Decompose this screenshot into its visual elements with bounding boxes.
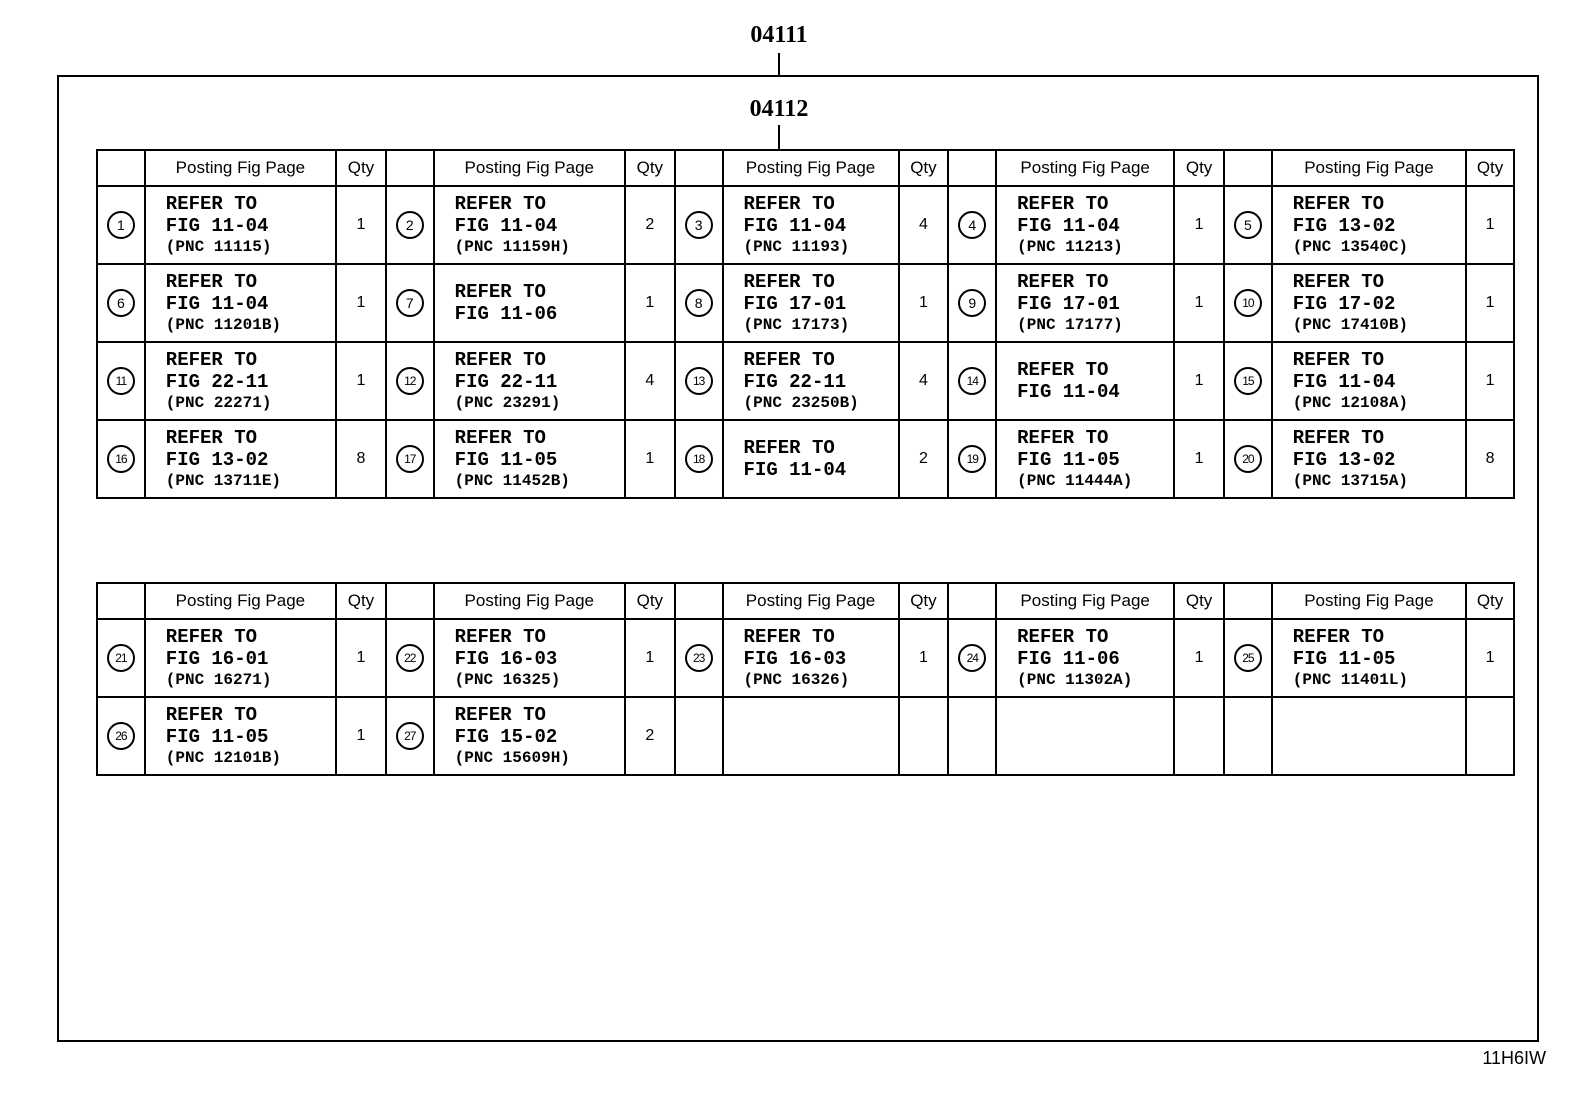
callout-number-cell [97, 697, 145, 775]
posting-fig-page-cell [434, 619, 625, 697]
pnc-reference: (PNC 16326) [743, 670, 850, 689]
fig-reference: FIG 15-02 [454, 725, 558, 748]
refer-to-text: REFER TO [454, 625, 546, 648]
qty-cell: 1 [1466, 264, 1514, 342]
header-posting-fig-page: Posting Fig Page [434, 150, 625, 186]
header-blank-cell [1224, 583, 1272, 619]
qty-cell: 4 [899, 342, 949, 420]
refer-to-text: REFER TO [454, 426, 546, 449]
header-row [97, 583, 1514, 619]
callout-number-cell [1224, 697, 1272, 775]
refer-to-text: REFER TO [1017, 359, 1109, 381]
fig-reference: FIG 13-02 [1292, 448, 1396, 471]
fig-reference: FIG 11-04 [1017, 381, 1120, 403]
qty-cell: 1 [625, 264, 675, 342]
fig-reference: FIG 17-01 [743, 292, 847, 315]
refer-to-text: REFER TO [1017, 625, 1109, 648]
pnc-reference: (PNC 23250B) [743, 393, 859, 412]
callout-number-cell [386, 697, 434, 775]
qty-cell: 1 [625, 619, 675, 697]
callout-number-cell [386, 420, 434, 498]
callout-number: 13 [685, 367, 713, 395]
callout-number-cell [97, 342, 145, 420]
pnc-reference: (PNC 17177) [1017, 315, 1123, 334]
qty-cell: 1 [899, 264, 949, 342]
pnc-reference: (PNC 13715A) [1292, 471, 1409, 490]
qty-cell: 2 [899, 420, 949, 498]
inner-leader-line [778, 125, 780, 149]
fig-reference: FIG 17-02 [1292, 292, 1396, 315]
qty-cell: 1 [336, 186, 386, 264]
callout-number: 15 [1234, 367, 1262, 395]
callout-number: 26 [107, 722, 135, 750]
refer-to-text: REFER TO [165, 426, 258, 449]
fig-reference: FIG 22-11 [743, 370, 847, 393]
refer-to-text: REFER TO [454, 192, 546, 215]
callout-number-cell [675, 619, 723, 697]
posting-fig-page-cell [434, 697, 625, 775]
header-posting-fig-page: Posting Fig Page [434, 583, 625, 619]
posting-fig-page-cell [145, 619, 336, 697]
header-row [97, 150, 1514, 186]
pnc-reference: (PNC 11302A) [1017, 670, 1133, 689]
callout-number-cell [386, 619, 434, 697]
posting-fig-page-cell [1272, 420, 1466, 498]
qty-cell: 1 [1174, 619, 1224, 697]
posting-fig-page-cell [996, 619, 1174, 697]
posting-fig-page-cell [1272, 619, 1466, 697]
header-posting-fig-page: Posting Fig Page [145, 583, 336, 619]
parts-reference-table-1 [96, 149, 1515, 499]
callout-number-cell [675, 264, 723, 342]
table-row [97, 264, 1514, 342]
callout-number: 4 [958, 211, 986, 239]
fig-reference: FIG 11-04 [165, 292, 269, 315]
qty-cell: 1 [625, 420, 675, 498]
pnc-reference: (PNC 11193) [743, 237, 850, 256]
qty-cell: 2 [625, 697, 675, 775]
posting-fig-page-cell [434, 342, 625, 420]
posting-fig-page-cell [996, 697, 1174, 775]
fig-reference: FIG 13-02 [165, 448, 269, 471]
callout-number: 11 [107, 367, 135, 395]
pnc-reference: (PNC 23291) [454, 393, 561, 412]
callout-number-cell [948, 420, 996, 498]
callout-number: 22 [396, 644, 424, 672]
refer-to-text: REFER TO [454, 348, 546, 371]
pnc-reference: (PNC 11401L) [1292, 670, 1409, 689]
callout-number: 12 [396, 367, 424, 395]
header-posting-fig-page: Posting Fig Page [145, 150, 336, 186]
callout-number: 8 [685, 289, 713, 317]
posting-fig-page-cell [1272, 697, 1466, 775]
refer-to-text: REFER TO [1292, 426, 1385, 449]
posting-fig-page-cell [145, 186, 336, 264]
posting-fig-page-cell [723, 264, 899, 342]
callout-number: 20 [1234, 445, 1262, 473]
posting-fig-page-cell [1272, 342, 1466, 420]
callout-number-cell [1224, 186, 1272, 264]
callout-number-cell [97, 186, 145, 264]
header-qty: Qty [625, 583, 675, 619]
fig-reference: FIG 11-05 [165, 725, 269, 748]
refer-to-text: REFER TO [1292, 348, 1385, 371]
table-row [97, 186, 1514, 264]
pnc-reference: (PNC 12101B) [165, 748, 282, 767]
refer-to-text: REFER TO [165, 625, 258, 648]
qty-cell: 1 [1466, 186, 1514, 264]
pnc-reference: (PNC 16325) [454, 670, 561, 689]
callout-number-cell [1224, 342, 1272, 420]
pnc-reference: (PNC 13711E) [165, 471, 282, 490]
header-qty: Qty [336, 150, 386, 186]
callout-number-cell [675, 420, 723, 498]
callout-number-cell [948, 264, 996, 342]
callout-number-cell [386, 186, 434, 264]
fig-reference: FIG 13-02 [1292, 214, 1396, 237]
header-blank-cell [675, 583, 723, 619]
qty-cell: 1 [1174, 342, 1224, 420]
header-blank-cell [97, 583, 145, 619]
callout-number-cell [1224, 420, 1272, 498]
outer-leader-line [778, 53, 780, 75]
refer-to-text: REFER TO [1292, 192, 1385, 215]
callout-number-cell [948, 342, 996, 420]
callout-number-cell [675, 697, 723, 775]
pnc-reference: (PNC 11444A) [1017, 471, 1133, 490]
header-blank-cell [1224, 150, 1272, 186]
refer-to-text: REFER TO [165, 348, 258, 371]
callout-number-cell [386, 264, 434, 342]
posting-fig-page-cell [996, 186, 1174, 264]
refer-to-text: REFER TO [1292, 625, 1385, 648]
posting-fig-page-cell [145, 420, 336, 498]
callout-number-cell [1224, 619, 1272, 697]
posting-fig-page-cell [723, 619, 899, 697]
table-row [97, 619, 1514, 697]
qty-cell: 1 [1174, 264, 1224, 342]
fig-reference: FIG 11-04 [743, 459, 847, 481]
posting-fig-page-cell [996, 420, 1174, 498]
fig-reference: FIG 16-03 [743, 647, 847, 670]
qty-cell: 2 [625, 186, 675, 264]
callout-number: 18 [685, 445, 713, 473]
header-qty: Qty [1466, 150, 1514, 186]
callout-number: 27 [396, 722, 424, 750]
callout-number: 10 [1234, 289, 1262, 317]
header-blank-cell [97, 150, 145, 186]
header-blank-cell [948, 583, 996, 619]
pnc-reference: (PNC 12108A) [1292, 393, 1409, 412]
callout-number: 25 [1234, 644, 1262, 672]
fig-reference: FIG 11-04 [454, 214, 558, 237]
refer-to-text: REFER TO [743, 270, 835, 293]
refer-to-text: REFER TO [165, 192, 258, 215]
callout-number: 2 [396, 211, 424, 239]
header-qty: Qty [625, 150, 675, 186]
posting-fig-page-cell [723, 697, 899, 775]
header-qty: Qty [1174, 150, 1224, 186]
pnc-reference: (PNC 11213) [1017, 237, 1123, 256]
parts-reference-table-2 [96, 582, 1515, 776]
refer-to-text: REFER TO [743, 625, 835, 648]
refer-to-text: REFER TO [454, 281, 546, 303]
qty-cell: 1 [336, 342, 386, 420]
posting-fig-page-cell [723, 342, 899, 420]
fig-reference: FIG 11-06 [1017, 647, 1120, 670]
callout-number: 1 [107, 211, 135, 239]
callout-number-cell [1224, 264, 1272, 342]
header-qty: Qty [336, 583, 386, 619]
header-qty: Qty [1174, 583, 1224, 619]
callout-number: 7 [396, 289, 424, 317]
posting-fig-page-cell [145, 264, 336, 342]
header-qty: Qty [1466, 583, 1514, 619]
qty-cell: 1 [336, 264, 386, 342]
qty-cell: 4 [899, 186, 949, 264]
refer-to-text: REFER TO [165, 703, 258, 726]
fig-reference: FIG 11-05 [454, 448, 558, 471]
fig-reference: FIG 11-04 [165, 214, 269, 237]
pnc-reference: (PNC 11452B) [454, 471, 570, 490]
callout-number: 16 [107, 445, 135, 473]
posting-fig-page-cell [434, 186, 625, 264]
drawing-code: 11H6IW [1482, 1048, 1546, 1068]
callout-number-cell [97, 619, 145, 697]
header-posting-fig-page: Posting Fig Page [996, 150, 1174, 186]
callout-number: 21 [107, 644, 135, 672]
fig-reference: FIG 17-01 [1017, 292, 1120, 315]
header-posting-fig-page: Posting Fig Page [1272, 150, 1466, 186]
header-posting-fig-page: Posting Fig Page [1272, 583, 1466, 619]
refer-to-text: REFER TO [743, 437, 835, 459]
qty-cell: 8 [336, 420, 386, 498]
fig-reference: FIG 11-04 [1292, 370, 1396, 393]
pnc-reference: (PNC 11201B) [165, 315, 282, 334]
qty-cell: 1 [1466, 342, 1514, 420]
posting-fig-page-cell [145, 697, 336, 775]
callout-number: 17 [396, 445, 424, 473]
pnc-reference: (PNC 22271) [165, 393, 272, 412]
qty-cell: 1 [1174, 420, 1224, 498]
fig-reference: FIG 16-01 [165, 647, 269, 670]
outer-assembly-label: 04111 [750, 22, 808, 48]
header-posting-fig-page: Posting Fig Page [996, 583, 1174, 619]
posting-fig-page-cell [996, 264, 1174, 342]
header-blank-cell [386, 150, 434, 186]
callout-number-cell [948, 186, 996, 264]
pnc-reference: (PNC 17173) [743, 315, 850, 334]
qty-cell [899, 697, 949, 775]
table-row [97, 420, 1514, 498]
fig-reference: FIG 11-05 [1017, 448, 1120, 471]
posting-fig-page-cell [723, 420, 899, 498]
callout-number: 24 [958, 644, 986, 672]
callout-number-cell [97, 264, 145, 342]
callout-number: 23 [685, 644, 713, 672]
qty-cell: 1 [336, 619, 386, 697]
callout-number: 5 [1234, 211, 1262, 239]
refer-to-text: REFER TO [743, 348, 835, 371]
refer-to-text: REFER TO [1017, 192, 1109, 215]
qty-cell [1174, 697, 1224, 775]
header-qty: Qty [899, 583, 949, 619]
posting-fig-page-cell [1272, 264, 1466, 342]
header-blank-cell [386, 583, 434, 619]
refer-to-text: REFER TO [1017, 270, 1109, 293]
refer-to-text: REFER TO [1292, 270, 1385, 293]
posting-fig-page-cell [996, 342, 1174, 420]
fig-reference: FIG 22-11 [165, 370, 269, 393]
qty-cell: 1 [336, 697, 386, 775]
pnc-reference: (PNC 11115) [165, 237, 272, 256]
callout-number: 19 [958, 445, 986, 473]
fig-reference: FIG 11-04 [743, 214, 847, 237]
callout-number-cell [675, 342, 723, 420]
posting-fig-page-cell [434, 420, 625, 498]
pnc-reference: (PNC 11159H) [454, 237, 570, 256]
fig-reference: FIG 16-03 [454, 647, 558, 670]
fig-reference: FIG 22-11 [454, 370, 558, 393]
pnc-reference: (PNC 16271) [165, 670, 272, 689]
header-posting-fig-page: Posting Fig Page [723, 150, 899, 186]
callout-number: 9 [958, 289, 986, 317]
fig-reference: FIG 11-06 [454, 303, 558, 325]
callout-number: 6 [107, 289, 135, 317]
qty-cell [1466, 697, 1514, 775]
callout-number-cell [675, 186, 723, 264]
qty-cell: 1 [1174, 186, 1224, 264]
qty-cell: 1 [899, 619, 949, 697]
inner-assembly-label: 04112 [749, 96, 809, 122]
refer-to-text: REFER TO [743, 192, 835, 215]
pnc-reference: (PNC 15609H) [454, 748, 570, 767]
header-posting-fig-page: Posting Fig Page [723, 583, 899, 619]
callout-number: 3 [685, 211, 713, 239]
header-qty: Qty [899, 150, 949, 186]
callout-number-cell [948, 697, 996, 775]
refer-to-text: REFER TO [454, 703, 546, 726]
pnc-reference: (PNC 17410B) [1292, 315, 1409, 334]
qty-cell: 1 [1466, 619, 1514, 697]
table-row [97, 342, 1514, 420]
qty-cell: 8 [1466, 420, 1514, 498]
fig-reference: FIG 11-05 [1292, 647, 1396, 670]
posting-fig-page-cell [1272, 186, 1466, 264]
table-row [97, 697, 1514, 775]
pnc-reference: (PNC 13540C) [1292, 237, 1409, 256]
header-blank-cell [675, 150, 723, 186]
callout-number-cell [386, 342, 434, 420]
header-blank-cell [948, 150, 996, 186]
refer-to-text: REFER TO [165, 270, 258, 293]
callout-number: 14 [958, 367, 986, 395]
fig-reference: FIG 11-04 [1017, 214, 1120, 237]
posting-fig-page-cell [145, 342, 336, 420]
callout-number-cell [97, 420, 145, 498]
qty-cell: 4 [625, 342, 675, 420]
callout-number-cell [948, 619, 996, 697]
posting-fig-page-cell [434, 264, 625, 342]
posting-fig-page-cell [723, 186, 899, 264]
refer-to-text: REFER TO [1017, 426, 1109, 449]
